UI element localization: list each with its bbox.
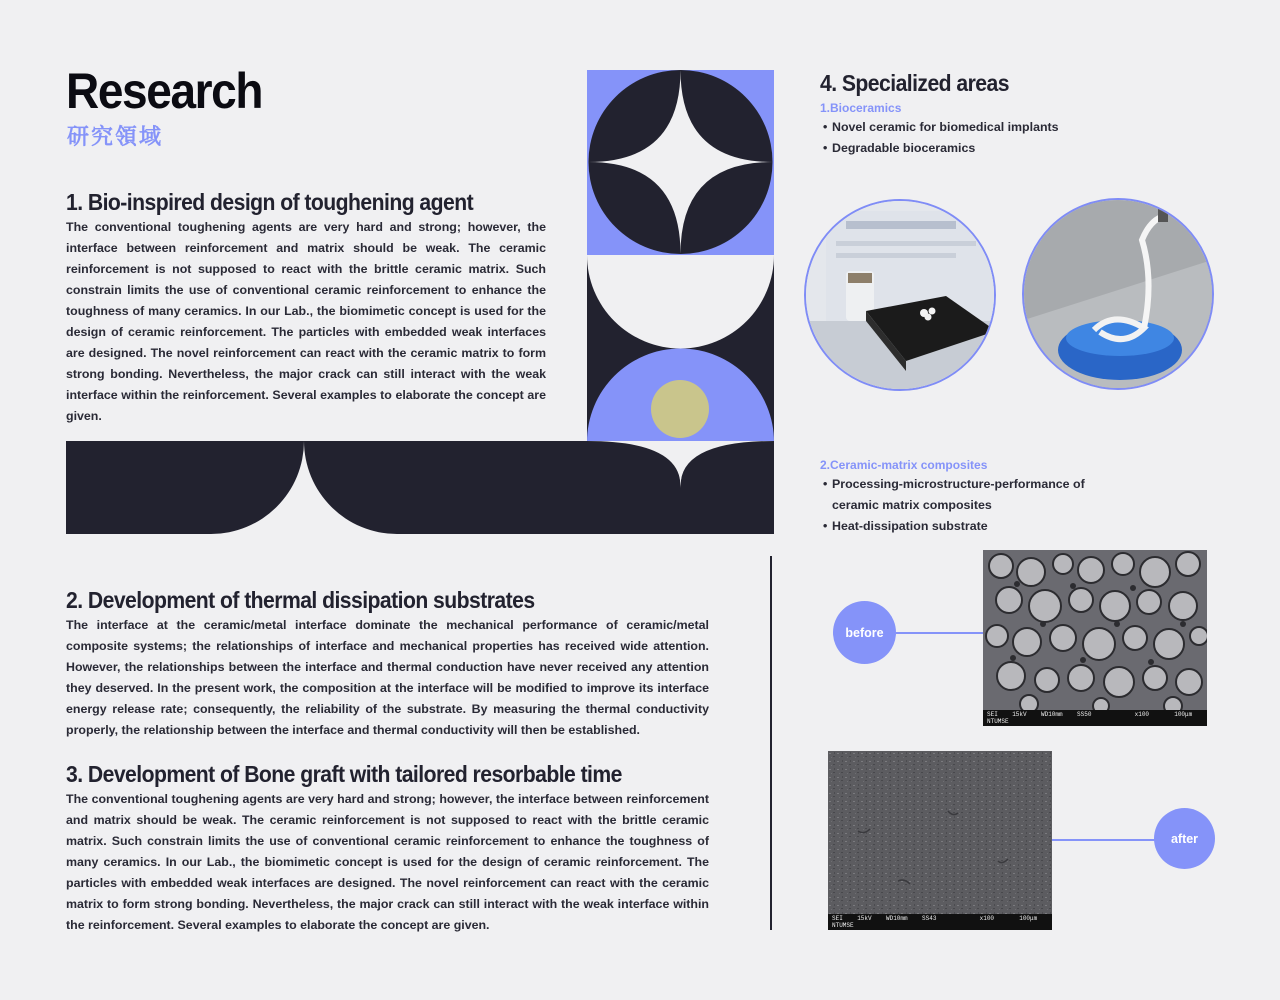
section-heading: 3. Development of Bone graft with tailored resorbable time bbox=[66, 761, 622, 787]
sem-caption: SEI 15kV WD10mm SS50 x100 100μm NTUMSE bbox=[983, 710, 1207, 726]
section-body: The interface at the ceramic/metal interface dominate the mechanical performance of ceramic/metal composite systems; the relationships of interface and mechanical properties has received wide attention. However, the relationships between the interface and thermal conduction have never received any attention they deserved. In the present work, the composition at the interface will be modified to improve its interface energy release rate; consequently, the reliability of the substrate. By measuring the thermal conductivity properly, the relationship between the interface and thermal conductivity will then be established. bbox=[66, 618, 709, 737]
after-badge: after bbox=[1154, 808, 1215, 869]
section-bone-graft bbox=[66, 760, 709, 936]
list-item: • Degradable bioceramics bbox=[820, 138, 1150, 159]
section-heading: 4. Specialized areas bbox=[820, 70, 1009, 96]
bioceramics-label: 1.Bioceramics bbox=[820, 101, 902, 115]
page-subtitle: 研究領域 bbox=[67, 124, 164, 149]
after-connector bbox=[1052, 839, 1156, 841]
section-body: The conventional toughening agents are very hard and strong; however, the interface between reinforcement and matrix should be weak. The ceramic reinforcement is not supposed to react with the brittle ceramic matrix. Such constrain limits the use of conventional ceramic reinforcement to enhance the toughness of many ceramics. In our Lab., the biomimetic concept is used for the design of ceramic reinforcement. The particles with embedded weak interfaces are designed. The novel reinforcement can react with the ceramic matrix to form strong bonding. Nevertheless, the major crack can still interact with the weak interface within the reinforcement. Several examples to elaborate the concept are given. bbox=[66, 792, 709, 932]
list-item: • Heat-dissipation substrate bbox=[820, 516, 1130, 537]
bioceramic-implant-photo bbox=[1022, 198, 1214, 390]
section-heading: 2. Development of thermal dissipation substrates bbox=[66, 587, 535, 613]
vertical-divider bbox=[770, 556, 772, 930]
sem-image-before bbox=[983, 550, 1207, 726]
list-item: • Novel ceramic for biomedical implants bbox=[820, 117, 1150, 138]
before-connector bbox=[896, 632, 984, 634]
section-body: The conventional toughening agents are very hard and strong; however, the interface between reinforcement and matrix should be weak. The ceramic reinforcement is not supposed to react with the brittle ceramic matrix. Such constrain limits the use of conventional ceramic reinforcement to enhance the toughness of many ceramics. In our Lab., the biomimetic concept is used for the design of ceramic reinforcement. The particles with embedded weak interfaces are designed. The novel reinforcement can react with the ceramic matrix to form strong bonding. Nevertheless, the major crack can still interact with the weak interface within the reinforcement. Several examples to elaborate the concept are given. bbox=[66, 220, 546, 423]
olive-dot bbox=[651, 380, 709, 438]
sem-caption: SEI 15kV WD10mm SS43 x100 100μm NTUMSE bbox=[828, 914, 1052, 930]
before-badge: before bbox=[833, 601, 896, 664]
page-title: Research bbox=[66, 63, 263, 119]
sem-image-after bbox=[828, 751, 1052, 930]
bioceramic-sample-photo bbox=[804, 199, 996, 391]
composites-list bbox=[820, 474, 1130, 537]
section-heading: 1. Bio-inspired design of toughening agent bbox=[66, 189, 474, 215]
geometric-decoration bbox=[66, 70, 774, 534]
list-item: • Processing-microstructure-performance of ceramic matrix composites bbox=[820, 474, 1130, 516]
section-thermal bbox=[66, 586, 709, 741]
bioceramics-list bbox=[820, 117, 1150, 159]
composites-label: 2.Ceramic-matrix composites bbox=[820, 458, 988, 472]
section-specialized bbox=[820, 69, 1150, 159]
composites-block bbox=[820, 458, 1150, 537]
